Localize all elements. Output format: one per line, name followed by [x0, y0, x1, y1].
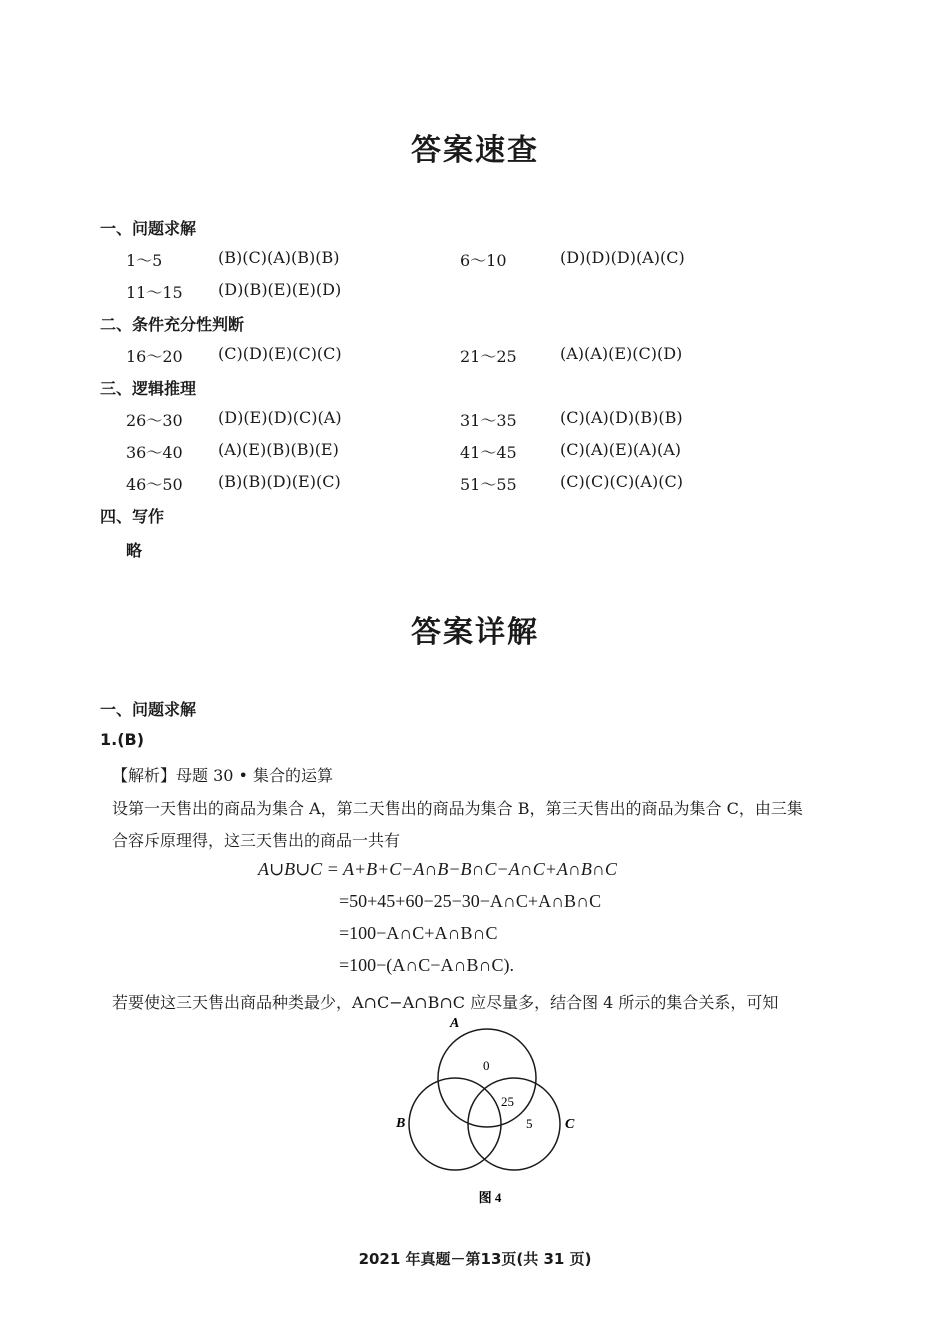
answer-group: (D)(D)(D)(A)(C) — [560, 248, 685, 267]
quick-section-4: 四、写作 — [100, 507, 165, 526]
answer-group: (C)(A)(E)(A)(A) — [560, 440, 682, 459]
writing-answer: 略 — [126, 541, 143, 560]
range-label: 51～55 — [460, 475, 517, 494]
equation-line: =50+45+60−25−30−A∩C+A∩B∩C — [339, 891, 602, 911]
paragraph-line: 合容斥原理得，这三天售出的商品一共有 — [112, 831, 401, 850]
answer-group: (A)(A)(E)(C)(D) — [560, 344, 683, 363]
answer-group: (B)(B)(D)(E)(C) — [218, 472, 341, 491]
detail-title: 答案详解 — [411, 615, 539, 650]
range-label: 16～20 — [126, 347, 183, 366]
range-label: 31～35 — [460, 411, 517, 430]
range-label: 6～10 — [460, 251, 507, 270]
range-label: 46～50 — [126, 475, 183, 494]
venn-label-c: C — [565, 1117, 575, 1132]
answer-group: (A)(E)(B)(B)(E) — [218, 440, 339, 459]
page-footer: 2021 年真题－第13页(共 31 页) — [358, 1250, 592, 1268]
answer-group: (C)(C)(C)(A)(C) — [560, 472, 683, 491]
question-label: 1.(B) — [100, 730, 145, 749]
circle-b — [409, 1078, 501, 1170]
equation-line: A∪B∪C = A+B+C−A∩B−B∩C−A∩C+A∩B∩C — [258, 859, 617, 879]
detail-section-1: 一、问题求解 — [100, 700, 197, 719]
answer-group: (B)(C)(A)(B)(B) — [218, 248, 340, 267]
range-label: 1～5 — [126, 251, 163, 270]
range-label: 21～25 — [460, 347, 517, 366]
answer-group: (C)(D)(E)(C)(C) — [218, 344, 342, 363]
range-label: 36～40 — [126, 443, 183, 462]
paragraph-line: 设第一天售出的商品为集合 A，第二天售出的商品为集合 B，第三天售出的商品为集合 C，由三集 — [112, 799, 803, 818]
answer-group: (C)(A)(D)(B)(B) — [560, 408, 683, 427]
quick-section-2: 二、条件充分性判断 — [100, 315, 245, 334]
circle-c — [468, 1078, 560, 1170]
quick-section-1: 一、问题求解 — [100, 219, 197, 238]
analysis-tag: 【解析】母题 30 • 集合的运算 — [112, 766, 334, 785]
range-label: 11～15 — [126, 283, 183, 302]
equation-line: =100−A∩C+A∩B∩C — [339, 923, 498, 943]
quick-title: 答案速查 — [411, 133, 539, 168]
figure-caption: 图 4 — [478, 1190, 502, 1205]
equation-line: =100−(A∩C−A∩B∩C). — [339, 955, 514, 975]
venn-value-center: 25 — [501, 1094, 514, 1109]
answer-group: (D)(B)(E)(E)(D) — [218, 280, 342, 299]
paragraph-line: 若要使这三天售出商品种类最少，A∩C−A∩B∩C 应尽量多，结合图 4 所示的集合关系，可知 — [112, 993, 779, 1012]
venn-diagram — [380, 1010, 600, 1210]
range-label: 26～30 — [126, 411, 183, 430]
venn-label-b: B — [396, 1116, 406, 1131]
venn-value-a-only: 0 — [483, 1058, 490, 1073]
venn-value-c-region: 5 — [526, 1116, 533, 1131]
venn-label-a: A — [450, 1016, 460, 1031]
quick-section-3: 三、逻辑推理 — [100, 379, 197, 398]
range-label: 41～45 — [460, 443, 517, 462]
answer-group: (D)(E)(D)(C)(A) — [218, 408, 342, 427]
